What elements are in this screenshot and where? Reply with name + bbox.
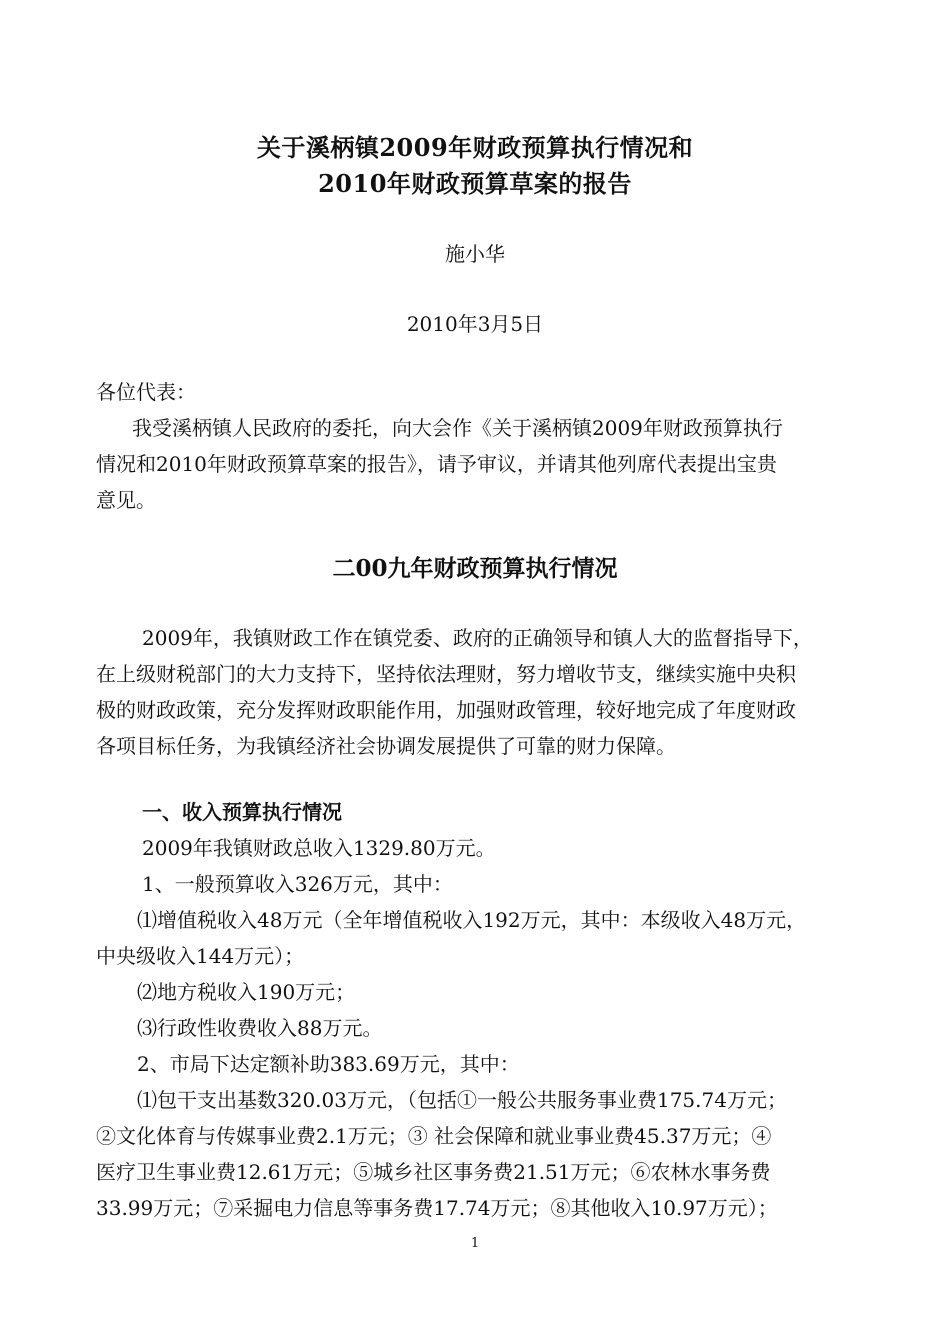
intro-line-2: 情况和2010年财政预算草案的报告》，请予审议，并请其他列席代表提出宝贵: [96, 452, 777, 476]
body-line-2: 1、一般预算收入326万元，其中：: [142, 872, 453, 896]
section-title: 二00九年财政预算执行情况: [332, 555, 618, 582]
body-line-5: ⑵地方税收入190万元；: [137, 980, 356, 1004]
subsection-heading: 一、收入预算执行情况: [142, 800, 342, 824]
body-line-4: 中央级收入144万元）；: [96, 944, 305, 968]
body-line-3: ⑴增值税收入48万元（全年增值税收入192万元，其中：本级收入48万元，: [137, 908, 807, 932]
report-date: 2010年3月5日: [406, 312, 544, 336]
body-line-8: ⑴包干支出基数320.03万元，（包括①一般公共服务事业费175.74万元；: [137, 1088, 787, 1112]
summary-line-2: 在上级财税部门的大力支持下，坚持依法理财，努力增收节支，继续实施中央积: [96, 662, 796, 686]
intro-line-3: 意见。: [96, 488, 156, 512]
summary-line-1: 2009年，我镇财政工作在镇党委、政府的正确领导和镇人大的监督指导下，: [142, 626, 813, 650]
document-title-line-1: 关于溪柄镇2009年财政预算执行情况和: [256, 133, 694, 162]
body-line-11: 33.99万元；⑦采掘电力信息等事务费17.74万元；⑧其他收入10.97万元）；: [96, 1196, 778, 1220]
summary-line-4: 各项目标任务，为我镇经济社会协调发展提供了可靠的财力保障。: [96, 734, 676, 758]
summary-line-3: 极的财政政策，充分发挥财政职能作用，加强财政管理，较好地完成了年度财政: [96, 698, 796, 722]
body-line-1: 2009年我镇财政总收入1329.80万元。: [142, 836, 496, 860]
body-line-10: 医疗卫生事业费12.61万元；⑤城乡社区事务费21.51万元；⑥农林水事务费: [96, 1160, 771, 1184]
salutation: 各位代表：: [96, 380, 196, 404]
page-number: 1: [470, 1236, 480, 1251]
author-name: 施小华: [445, 242, 505, 266]
document-title-line-2: 2010年财政预算草案的报告: [318, 169, 632, 198]
body-line-9: ②文化体育与传媒事业费2.1万元；③ 社会保障和就业事业费45.37万元；④: [96, 1124, 772, 1148]
intro-line-1: 我受溪柄镇人民政府的委托，向大会作《关于溪柄镇2009年财政预算执行: [132, 416, 783, 440]
body-line-7: 2、市局下达定额补助383.69万元，其中：: [137, 1052, 520, 1076]
body-line-6: ⑶行政性收费收入88万元。: [137, 1016, 383, 1040]
